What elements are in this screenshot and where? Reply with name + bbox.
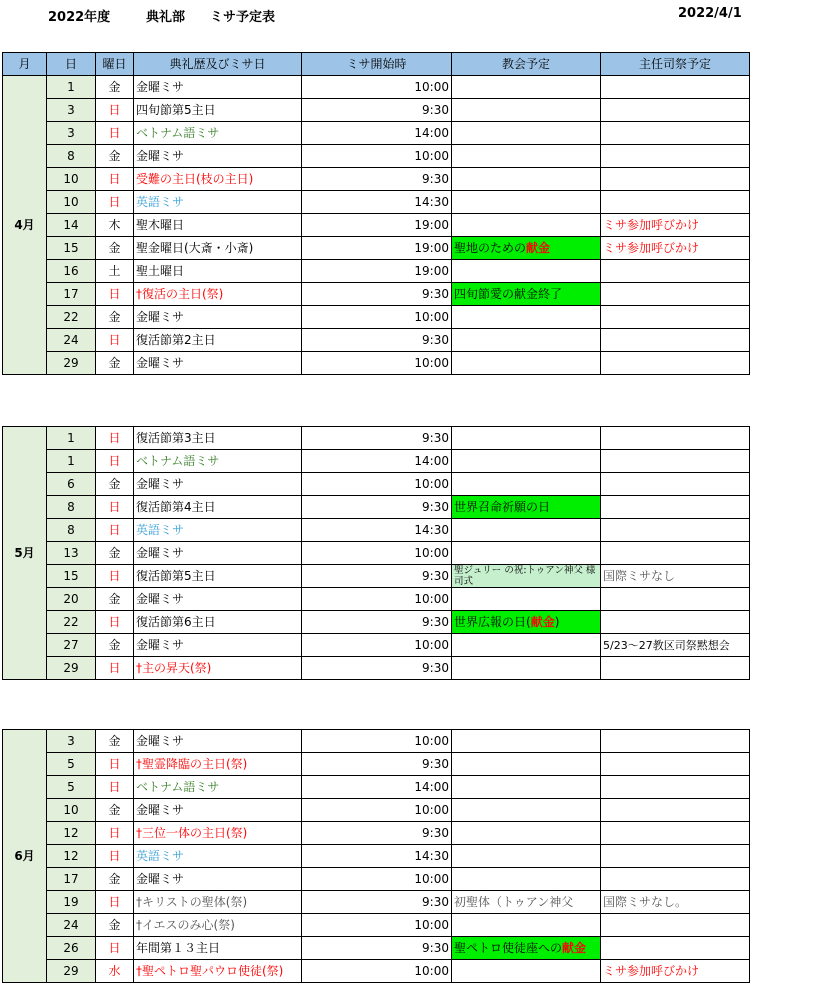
- presider-plan-cell: [601, 657, 750, 680]
- liturgy-name-cell: ベトナム語ミサ: [134, 450, 302, 473]
- presider-plan-cell: 国際ミサなし: [601, 565, 750, 588]
- day-cell: 10: [47, 168, 96, 191]
- weekday-cell: 木: [96, 214, 134, 237]
- day-cell: 27: [47, 634, 96, 657]
- liturgy-name-cell: 聖金曜日(大斎・小斎): [134, 237, 302, 260]
- month-label: 6月: [3, 730, 47, 983]
- church-plan-cell: [452, 450, 601, 473]
- presider-plan-cell: [601, 191, 750, 214]
- department: 典礼部: [146, 10, 186, 25]
- weekday-cell: 日: [96, 937, 134, 960]
- church-plan-cell: [452, 306, 601, 329]
- church-plan-cell: [452, 191, 601, 214]
- church-plan-text: 初聖体（トゥアン神父: [454, 894, 574, 909]
- weekday-cell: 金: [96, 730, 134, 753]
- mass-time-cell: 10:00: [302, 960, 452, 983]
- weekday-cell: 日: [96, 122, 134, 145]
- church-plan-cell: [452, 76, 601, 99]
- presider-plan-cell: [601, 776, 750, 799]
- mass-time-cell: 9:30: [302, 427, 452, 450]
- table-row: [3, 76, 750, 99]
- presider-plan-cell: [601, 914, 750, 937]
- church-plan-cell: [452, 542, 601, 565]
- presider-plan-cell: [601, 868, 750, 891]
- day-cell: 1: [47, 427, 96, 450]
- presider-plan-cell: ミサ参加呼びかけ: [601, 960, 750, 983]
- presider-plan-cell: 国際ミサなし。: [601, 891, 750, 914]
- day-cell: 3: [47, 99, 96, 122]
- weekday-cell: 金: [96, 634, 134, 657]
- day-cell: 16: [47, 260, 96, 283]
- table-row: [3, 914, 750, 937]
- table-row: [3, 473, 750, 496]
- mass-time-cell: 9:30: [302, 565, 452, 588]
- church-plan-text: 聖地のための: [454, 240, 527, 255]
- liturgy-name-cell: 聖木曜日: [134, 214, 302, 237]
- table-row: [3, 799, 750, 822]
- mass-time-cell: 9:30: [302, 657, 452, 680]
- day-cell: 24: [47, 914, 96, 937]
- mass-time-cell: 19:00: [302, 214, 452, 237]
- table-row: [3, 260, 750, 283]
- presider-plan-cell: [601, 496, 750, 519]
- mass-time-cell: 10:00: [302, 542, 452, 565]
- column-header: 日: [47, 53, 96, 76]
- liturgy-name-cell: 金曜ミサ: [134, 542, 302, 565]
- liturgy-name-cell: 英語ミサ: [134, 519, 302, 542]
- day-cell: 3: [47, 730, 96, 753]
- presider-plan-cell: [601, 306, 750, 329]
- liturgy-name-cell: 四旬節第5主日: [134, 99, 302, 122]
- day-cell: 14: [47, 214, 96, 237]
- presider-plan-cell: [601, 260, 750, 283]
- liturgy-name-cell: 復活節第4主日: [134, 496, 302, 519]
- weekday-cell: 日: [96, 283, 134, 306]
- presider-plan-cell: [601, 588, 750, 611]
- liturgy-name-cell: 聖土曜日: [134, 260, 302, 283]
- liturgy-name-cell: 金曜ミサ: [134, 730, 302, 753]
- table-row: [3, 352, 750, 375]
- liturgy-name-cell: 受難の主日(枝の主日): [134, 168, 302, 191]
- mass-time-cell: 10:00: [302, 588, 452, 611]
- church-plan-text: 世界広報の日(: [454, 614, 531, 629]
- church-plan-text: 四旬節愛の献金終了: [454, 286, 563, 301]
- weekday-cell: 金: [96, 542, 134, 565]
- day-cell: 29: [47, 960, 96, 983]
- liturgy-name-cell: 復活節第3主日: [134, 427, 302, 450]
- offering-label: 献金: [530, 614, 555, 629]
- presider-plan-cell: [601, 329, 750, 352]
- mass-time-cell: 14:00: [302, 450, 452, 473]
- day-cell: 10: [47, 191, 96, 214]
- liturgy-name-cell: †聖霊降臨の主日(祭): [134, 753, 302, 776]
- presider-plan-cell: 5/23～27教区司祭黙想会: [601, 634, 750, 657]
- presider-plan-cell: [601, 99, 750, 122]
- day-cell: 20: [47, 588, 96, 611]
- church-plan-cell: [452, 588, 601, 611]
- day-cell: 10: [47, 799, 96, 822]
- liturgy-name-cell: 金曜ミサ: [134, 352, 302, 375]
- day-cell: 17: [47, 283, 96, 306]
- presider-plan-cell: [601, 76, 750, 99]
- mass-time-cell: 9:30: [302, 891, 452, 914]
- church-plan-text: 世界召命祈願の日: [454, 499, 551, 514]
- church-plan-cell: [452, 427, 601, 450]
- church-plan-cell: [452, 799, 601, 822]
- church-plan-cell: [452, 519, 601, 542]
- weekday-cell: 日: [96, 611, 134, 634]
- column-header: 曜日: [96, 53, 134, 76]
- day-cell: 22: [47, 306, 96, 329]
- weekday-cell: 日: [96, 657, 134, 680]
- table-row: [3, 99, 750, 122]
- church-plan-cell: [452, 283, 601, 306]
- mass-time-cell: 10:00: [302, 76, 452, 99]
- mass-time-cell: 10:00: [302, 473, 452, 496]
- weekday-cell: 水: [96, 960, 134, 983]
- church-plan-cell: [452, 214, 601, 237]
- table-row: [3, 191, 750, 214]
- day-cell: 12: [47, 845, 96, 868]
- mass-time-cell: 9:30: [302, 611, 452, 634]
- church-plan-cell: [452, 473, 601, 496]
- liturgy-name-cell: 年間第１３主日: [134, 937, 302, 960]
- table-row: [3, 168, 750, 191]
- liturgy-name-cell: ベトナム語ミサ: [134, 122, 302, 145]
- table-row: [3, 214, 750, 237]
- weekday-cell: 日: [96, 329, 134, 352]
- table-row: [3, 427, 750, 450]
- church-plan-cell: [452, 565, 601, 588]
- church-plan-cell: [452, 776, 601, 799]
- mass-time-cell: 9:30: [302, 496, 452, 519]
- table-row: [3, 776, 750, 799]
- month-table-3: [2, 729, 750, 983]
- day-cell: 12: [47, 822, 96, 845]
- table-row: [3, 237, 750, 260]
- table-row: [3, 496, 750, 519]
- mass-time-cell: 9:30: [302, 329, 452, 352]
- day-cell: 15: [47, 565, 96, 588]
- liturgy-name-cell: †キリストの聖体(祭): [134, 891, 302, 914]
- presider-plan-cell: [601, 730, 750, 753]
- presider-plan-cell: [601, 519, 750, 542]
- column-header: 月: [3, 53, 47, 76]
- day-cell: 1: [47, 76, 96, 99]
- mass-time-cell: 10:00: [302, 868, 452, 891]
- mass-time-cell: 10:00: [302, 634, 452, 657]
- presider-plan-cell: [601, 937, 750, 960]
- day-cell: 13: [47, 542, 96, 565]
- church-plan-cell: [452, 496, 601, 519]
- church-plan-cell: [452, 634, 601, 657]
- liturgy-name-cell: 復活節第2主日: [134, 329, 302, 352]
- header-row: [3, 53, 750, 76]
- table-row: [3, 634, 750, 657]
- day-cell: 29: [47, 352, 96, 375]
- column-header: 典礼歴及びミサ日: [134, 53, 302, 76]
- day-cell: 19: [47, 891, 96, 914]
- weekday-cell: 日: [96, 496, 134, 519]
- table-row: [3, 283, 750, 306]
- weekday-cell: 日: [96, 99, 134, 122]
- mass-time-cell: 9:30: [302, 753, 452, 776]
- weekday-cell: 日: [96, 191, 134, 214]
- day-cell: 1: [47, 450, 96, 473]
- doc-date: 2022/4/1: [678, 6, 742, 21]
- table-row: [3, 960, 750, 983]
- presider-plan-cell: [601, 845, 750, 868]
- liturgy-name-cell: 英語ミサ: [134, 191, 302, 214]
- mass-time-cell: 14:00: [302, 122, 452, 145]
- church-plan-cell: [452, 122, 601, 145]
- table-row: [3, 822, 750, 845]
- table-row: [3, 730, 750, 753]
- presider-plan-cell: [601, 542, 750, 565]
- liturgy-name-cell: 金曜ミサ: [134, 145, 302, 168]
- doc-title: ミサ予定表: [210, 10, 276, 25]
- weekday-cell: 金: [96, 237, 134, 260]
- weekday-cell: 金: [96, 306, 134, 329]
- weekday-cell: 金: [96, 868, 134, 891]
- day-cell: 22: [47, 611, 96, 634]
- liturgy-name-cell: 金曜ミサ: [134, 868, 302, 891]
- church-plan-cell: [452, 352, 601, 375]
- table-row: [3, 868, 750, 891]
- month-label: 4月: [3, 76, 47, 375]
- church-plan-cell: [452, 99, 601, 122]
- liturgy-name-cell: 英語ミサ: [134, 845, 302, 868]
- mass-time-cell: 10:00: [302, 352, 452, 375]
- presider-plan-cell: [601, 168, 750, 191]
- table-row: [3, 519, 750, 542]
- month-table-1: [2, 52, 750, 375]
- table-row: [3, 891, 750, 914]
- mass-time-cell: 10:00: [302, 145, 452, 168]
- day-cell: 8: [47, 519, 96, 542]
- day-cell: 6: [47, 473, 96, 496]
- table-row: [3, 657, 750, 680]
- liturgy-name-cell: †聖ペトロ聖パウロ使徒(祭): [134, 960, 302, 983]
- church-plan-cell: [452, 145, 601, 168]
- presider-plan-cell: ミサ参加呼びかけ: [601, 237, 750, 260]
- offering-label: 献金: [562, 940, 587, 955]
- table-row: [3, 753, 750, 776]
- church-plan-cell: [452, 914, 601, 937]
- mass-time-cell: 19:00: [302, 237, 452, 260]
- liturgy-name-cell: ベトナム語ミサ: [134, 776, 302, 799]
- weekday-cell: 金: [96, 352, 134, 375]
- mass-time-cell: 10:00: [302, 730, 452, 753]
- weekday-cell: 日: [96, 891, 134, 914]
- day-cell: 5: [47, 753, 96, 776]
- mass-time-cell: 19:00: [302, 260, 452, 283]
- mass-time-cell: 14:00: [302, 776, 452, 799]
- weekday-cell: 日: [96, 450, 134, 473]
- presider-plan-cell: [601, 473, 750, 496]
- weekday-cell: 日: [96, 776, 134, 799]
- mass-time-cell: 9:30: [302, 937, 452, 960]
- fiscal-year: 2022年度: [48, 10, 111, 25]
- presider-plan-cell: [601, 352, 750, 375]
- day-cell: 3: [47, 122, 96, 145]
- table-row: [3, 937, 750, 960]
- table-row: [3, 306, 750, 329]
- weekday-cell: 金: [96, 914, 134, 937]
- presider-plan-cell: [601, 122, 750, 145]
- table-row: [3, 542, 750, 565]
- weekday-cell: 日: [96, 427, 134, 450]
- mass-time-cell: 9:30: [302, 283, 452, 306]
- mass-time-cell: 9:30: [302, 168, 452, 191]
- church-plan-cell: [452, 868, 601, 891]
- weekday-cell: 日: [96, 565, 134, 588]
- day-cell: 24: [47, 329, 96, 352]
- column-header: 主任司祭予定: [601, 53, 750, 76]
- table-row: [3, 588, 750, 611]
- day-cell: 8: [47, 496, 96, 519]
- liturgy-name-cell: 金曜ミサ: [134, 799, 302, 822]
- mass-time-cell: 14:30: [302, 845, 452, 868]
- church-plan-cell: [452, 822, 601, 845]
- weekday-cell: 金: [96, 588, 134, 611]
- mass-time-cell: 10:00: [302, 914, 452, 937]
- church-plan-tail: ): [554, 614, 560, 629]
- church-plan-cell: [452, 937, 601, 960]
- weekday-cell: 日: [96, 845, 134, 868]
- liturgy-name-cell: 金曜ミサ: [134, 634, 302, 657]
- weekday-cell: 金: [96, 76, 134, 99]
- liturgy-name-cell: 金曜ミサ: [134, 588, 302, 611]
- presider-plan-cell: [601, 145, 750, 168]
- liturgy-name-cell: †復活の主日(祭): [134, 283, 302, 306]
- table-row: [3, 122, 750, 145]
- church-plan-cell: [452, 329, 601, 352]
- presider-plan-cell: [601, 753, 750, 776]
- church-plan-cell: [452, 730, 601, 753]
- presider-plan-cell: [601, 427, 750, 450]
- church-plan-text: 聖ペトロ使徒座への: [454, 940, 563, 955]
- mass-time-cell: 9:30: [302, 99, 452, 122]
- table-row: [3, 845, 750, 868]
- weekday-cell: 日: [96, 822, 134, 845]
- table-row: [3, 611, 750, 634]
- presider-plan-cell: [601, 799, 750, 822]
- table-row: [3, 329, 750, 352]
- day-cell: 26: [47, 937, 96, 960]
- weekday-cell: 金: [96, 799, 134, 822]
- column-header: ミサ開始時: [302, 53, 452, 76]
- liturgy-name-cell: 金曜ミサ: [134, 76, 302, 99]
- day-cell: 8: [47, 145, 96, 168]
- month-table-2: [2, 426, 750, 680]
- table-row: [3, 145, 750, 168]
- liturgy-name-cell: 復活節第6主日: [134, 611, 302, 634]
- day-cell: 29: [47, 657, 96, 680]
- mass-time-cell: 9:30: [302, 822, 452, 845]
- table-row: [3, 565, 750, 588]
- presider-plan-cell: [601, 611, 750, 634]
- weekday-cell: 土: [96, 260, 134, 283]
- day-cell: 5: [47, 776, 96, 799]
- presider-plan-cell: [601, 283, 750, 306]
- weekday-cell: 金: [96, 473, 134, 496]
- liturgy-name-cell: †イエスのみ心(祭): [134, 914, 302, 937]
- weekday-cell: 日: [96, 168, 134, 191]
- presider-plan-cell: [601, 822, 750, 845]
- church-plan-cell: [452, 657, 601, 680]
- church-plan-cell: [452, 753, 601, 776]
- presider-plan-cell: ミサ参加呼びかけ: [601, 214, 750, 237]
- mass-time-cell: 14:30: [302, 191, 452, 214]
- table-row: [3, 450, 750, 473]
- month-label: 5月: [3, 427, 47, 680]
- church-plan-cell: [452, 845, 601, 868]
- mass-time-cell: 14:30: [302, 519, 452, 542]
- liturgy-name-cell: 金曜ミサ: [134, 473, 302, 496]
- church-plan-cell: [452, 891, 601, 914]
- liturgy-name-cell: 金曜ミサ: [134, 306, 302, 329]
- day-cell: 17: [47, 868, 96, 891]
- church-plan-cell: [452, 168, 601, 191]
- presider-plan-cell: [601, 450, 750, 473]
- church-plan-cell: [452, 260, 601, 283]
- mass-time-cell: 10:00: [302, 306, 452, 329]
- column-header: 教会予定: [452, 53, 601, 76]
- church-plan-cell: [452, 237, 601, 260]
- weekday-cell: 金: [96, 145, 134, 168]
- offering-label: 献金: [526, 240, 551, 255]
- mass-time-cell: 10:00: [302, 799, 452, 822]
- liturgy-name-cell: 復活節第5主日: [134, 565, 302, 588]
- church-plan-cell: [452, 611, 601, 634]
- weekday-cell: 日: [96, 753, 134, 776]
- weekday-cell: 日: [96, 519, 134, 542]
- church-plan-text: 聖ジュリー の祝:トゥアン神父 様司式: [454, 565, 596, 587]
- liturgy-name-cell: †三位一体の主日(祭): [134, 822, 302, 845]
- liturgy-name-cell: †主の昇天(祭): [134, 657, 302, 680]
- day-cell: 15: [47, 237, 96, 260]
- church-plan-cell: [452, 960, 601, 983]
